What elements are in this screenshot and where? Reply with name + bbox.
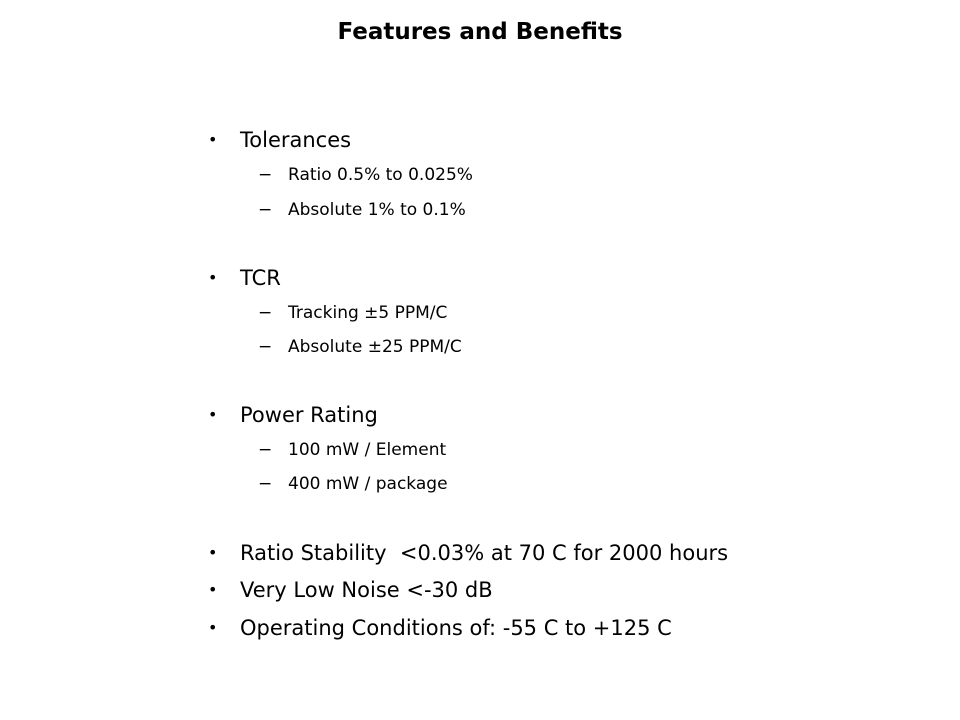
bullet-label: Power Rating (240, 403, 378, 427)
bullet-label: Very Low Noise <-30 dB (240, 578, 493, 602)
dash-icon: − (258, 200, 273, 220)
dash-icon: − (258, 474, 273, 494)
sub-item (0, 302, 960, 324)
bullet-item-tolerances (0, 127, 960, 153)
dash-icon: − (258, 165, 273, 185)
sub-item-label: 400 mW / package (288, 474, 448, 494)
sub-item (0, 473, 960, 495)
bullet-label: Tolerances (240, 128, 352, 152)
dash-icon: − (258, 303, 273, 323)
sub-item-label: 100 mW / Element (288, 440, 447, 460)
slide-title: Features and Benefits (337, 19, 623, 45)
sub-item-label: Absolute ±25 PPM/C (288, 337, 462, 357)
sub-item (0, 336, 960, 358)
bullet-item-noise (0, 577, 960, 603)
sub-item-label: Ratio 0.5% to 0.025% (288, 165, 473, 185)
bullet-item-operating-conditions (0, 615, 960, 641)
bullet-icon: • (208, 405, 218, 424)
sub-item-label: Absolute 1% to 0.1% (288, 200, 466, 220)
bullet-item-tcr (0, 265, 960, 291)
bullet-item-ratio-stability (0, 540, 960, 566)
dash-icon: − (258, 440, 273, 460)
sub-item (0, 199, 960, 221)
sub-item (0, 164, 960, 186)
bullet-icon: • (208, 268, 218, 287)
bullet-label: TCR (240, 266, 281, 290)
bullet-icon: • (208, 618, 218, 637)
sub-item (0, 439, 960, 461)
bullet-icon: • (208, 543, 218, 562)
bullet-icon: • (208, 130, 218, 149)
bullet-item-power-rating (0, 402, 960, 428)
dash-icon: − (258, 337, 273, 357)
bullet-label: Operating Conditions of: -55 C to +125 C (240, 616, 672, 640)
sub-item-label: Tracking ±5 PPM/C (288, 303, 448, 323)
bullet-label: Ratio Stability <0.03% at 70 C for 2000 hours (240, 541, 729, 565)
bullet-icon: • (208, 580, 218, 599)
